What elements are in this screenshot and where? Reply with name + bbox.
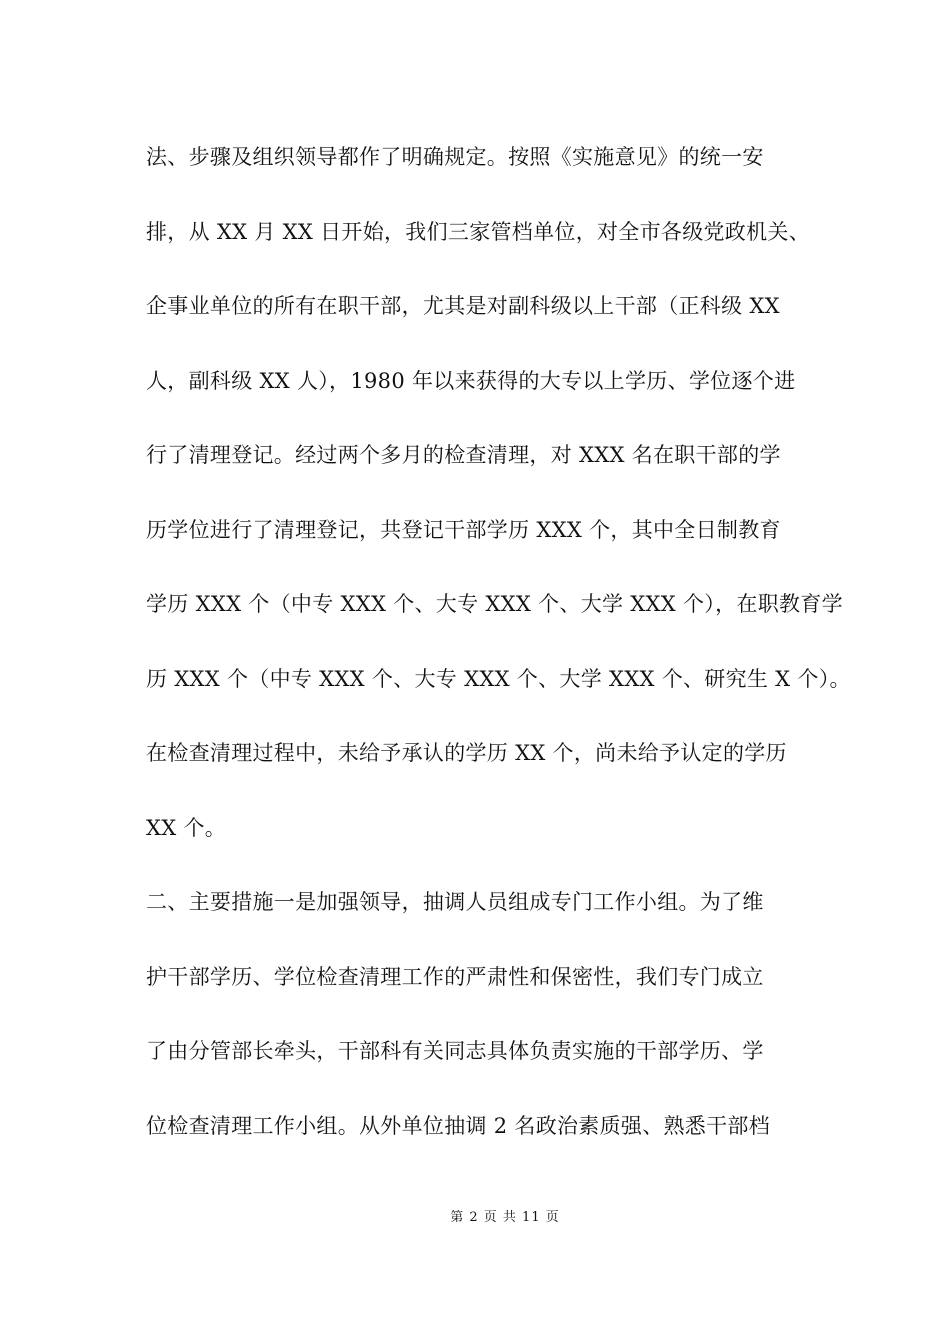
body-text bbox=[146, 132, 851, 1175]
text-line: 学历 XXX 个（中专 XXX 个、大专 XXX 个、大学 XXX 个），在职教育学 bbox=[146, 592, 843, 616]
text-line: 企事业单位的所有在职干部，尤其是对副科级以上干部（正科级 XX bbox=[146, 294, 780, 318]
page-number-footer: 第 2 页 共 11 页 bbox=[450, 1210, 560, 1225]
text-line: XX 个。 bbox=[146, 815, 227, 840]
text-line: 了由分管部长牵头，干部科有关同志具体负责实施的干部学历、学 bbox=[146, 1039, 764, 1063]
text-line: 在检查清理过程中，未给予承认的学历 XX 个，尚未给予认定的学历 bbox=[146, 741, 787, 765]
text-line: 二、主要措施一是加强领导，抽调人员组成专门工作小组。为了维 bbox=[146, 890, 764, 914]
text-line: 位检查清理工作小组。从外单位抽调 2 名政治素质强、熟悉干部档 bbox=[146, 1113, 771, 1138]
text-line: 法、步骤及组织领导都作了明确规定。按照《实施意见》的统一安 bbox=[146, 145, 764, 169]
text-line: 护干部学历、学位检查清理工作的严肃性和保密性，我们专门成立 bbox=[146, 964, 764, 989]
text-line: 行了清理登记。经过两个多月的检查清理，对 XXX 名在职干部的学 bbox=[146, 443, 781, 467]
text-line: 人，副科级 XX 人），1980 年以来获得的大专以上学历、学位逐个进 bbox=[146, 368, 796, 393]
text-line: 历 XXX 个（中专 XXX 个、大专 XXX 个、大学 XXX 个、研究生 X 个）。 bbox=[146, 666, 851, 691]
text-line: 历学位进行了清理登记，共登记干部学历 XXX 个，其中全日制教育 bbox=[146, 517, 781, 542]
text-line: 排，从 XX 月 XX 日开始，我们三家管档单位，对全市各级党政机关、 bbox=[146, 219, 810, 244]
